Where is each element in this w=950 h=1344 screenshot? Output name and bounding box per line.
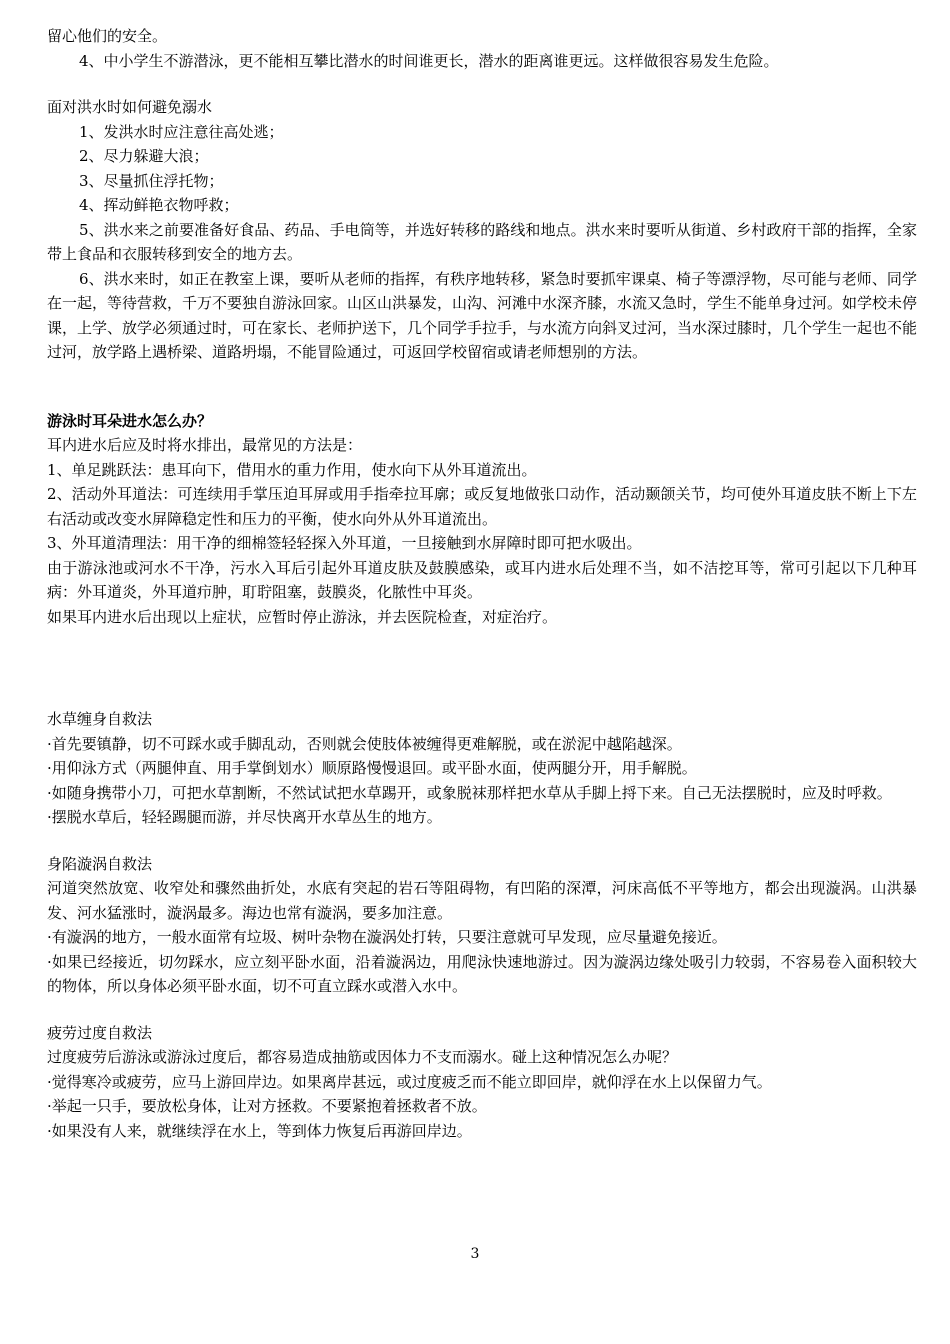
paragraph: 如果耳内进水后出现以上症状，应暂时停止游泳，并去医院检查，对症治疗。	[47, 607, 558, 626]
section-title-weed: 水草缠身自救法	[47, 710, 153, 728]
paragraph: ·如随身携带小刀，可把水草割断，不然试试把水草踢开，或象脱袜那样把水草从手脚上捋下来。自己无法摆脱时，应及时呼救。	[47, 783, 892, 802]
paragraph: ·如果没有人来，就继续浮在水上，等到体力恢复后再游回岸边。	[47, 1121, 472, 1140]
page-number: 3	[470, 1246, 480, 1262]
paragraph: 耳内进水后应及时将水排出，最常见的方法是：	[47, 436, 363, 454]
list-item: 2、尽力躲避大浪；	[79, 147, 209, 165]
list-item: 4、挥动鲜艳衣物呼救；	[79, 196, 239, 214]
paragraph: 1、单足跳跃法：患耳向下，借用水的重力作用，使水向下从外耳道流出。	[47, 460, 537, 479]
paragraph: ·觉得寒冷或疲劳，应马上游回岸边。如果离岸甚远，或过度疲乏而不能立即回岸，就仰浮在水上以保留力气。	[47, 1072, 772, 1091]
spacer	[47, 629, 917, 707]
list-item: 5、洪水来之前要准备好食品、药品、手电筒等，并选好转移的路线和地点。洪水来时要听从街道、乡村政府干部的指挥，全家带上食品和衣服转移到安全的地方去。	[47, 220, 917, 263]
spacer	[47, 830, 917, 852]
paragraph: 2、活动外耳道法：可连续用手掌压迫耳屏或用手指牵拉耳廓；或反复地做张口动作，活动颞颌关节，均可使外耳道皮肤不断上下左右活动或改变水屏障稳定性和压力的平衡，使水向外从外耳道流出。	[47, 485, 917, 528]
spacer	[47, 365, 917, 409]
paragraph: ·用仰泳方式（两腿伸直、用手掌倒划水）顺原路慢慢退回。或平卧水面，使两腿分开，用手解脱。	[47, 759, 697, 777]
spacer	[47, 73, 917, 95]
list-item: 4、中小学生不游潜泳，更不能相互攀比潜水的时间谁更长，潜水的距离谁更远。这样做很容易发生危险。	[79, 51, 779, 70]
list-item: 6、洪水来时，如正在教室上课，要听从老师的指挥，有秩序地转移，紧急时要抓牢课桌、椅子等漂浮物，尽可能与老师、同学在一起，等待营救，千万不要独自游泳回家。山区山洪暴发，山沟、河滩中水深齐膝，水流又急时，学生不能单身过河。如学校未停课，上学、放学必须通过时，可在家长、老师护送下，几个同学手拉手，与水流方向斜叉过河，当水深过膝时，几个学生一起也不能过河，放学路上遇桥梁、道路坍塌，不能冒险通过，可返回学校留宿或请老师想别的方法。	[47, 269, 918, 361]
section-title-ear: 游泳时耳朵进水怎么办？	[47, 411, 213, 430]
page-content	[47, 24, 917, 1143]
paragraph: ·首先要镇静，切不可踩水或手脚乱动，否则就会使肢体被缠得更难解脱，或在淤泥中越陷越深。	[47, 734, 682, 753]
section-title-vortex: 身陷漩涡自救法	[47, 854, 153, 873]
paragraph: 过度疲劳后游泳或游泳过度后，都容易造成抽筋或因体力不支而溺水。碰上这种情况怎么办呢？	[47, 1048, 678, 1066]
section-title-fatigue: 疲劳过度自救法	[47, 1023, 153, 1042]
paragraph: ·如果已经接近，切勿踩水，应立刻平卧水面，沿着漩涡边，用爬泳快速地游过。因为漩涡边缘处吸引力较弱，不容易卷入面积较大的物体，所以身体必须平卧水面，切不可直立踩水或潜入水中。	[47, 952, 917, 995]
spacer	[47, 999, 917, 1021]
paragraph: ·摆脱水草后，轻轻踢腿而游，并尽快离开水草丛生的地方。	[47, 808, 442, 826]
paragraph: ·有漩涡的地方，一般水面常有垃圾、树叶杂物在漩涡处打转，只要注意就可早发现，应尽量避免接近。	[47, 928, 727, 946]
paragraph: ·举起一只手，要放松身体，让对方拯救。不要紧抱着拯救者不放。	[47, 1097, 487, 1115]
section-title-flood: 面对洪水时如何避免溺水	[47, 98, 213, 116]
list-item: 1、发洪水时应注意往高处逃；	[79, 122, 284, 141]
paragraph: 河道突然放宽、收窄处和骤然曲折处，水底有突起的岩石等阻碍物，有凹陷的深潭，河床高低不平等地方，都会出现漩涡。山洪暴发、河水猛涨时，漩涡最多。海边也常有漩涡，要多加注意。	[47, 879, 917, 922]
paragraph: 由于游泳池或河水不干净，污水入耳后引起外耳道皮肤及鼓膜感染，或耳内进水后处理不当，如不洁挖耳等，常可引起以下几种耳病：外耳道炎，外耳道疖肿，耵聍阻塞，鼓膜炎，化脓性中耳炎。	[47, 558, 917, 601]
list-item: 3、尽量抓住浮托物；	[79, 171, 224, 190]
paragraph: 3、外耳道清理法：用干净的细棉签轻轻探入外耳道，一旦接触到水屏障时即可把水吸出。	[47, 534, 642, 552]
paragraph: 留心他们的安全。	[47, 27, 168, 45]
